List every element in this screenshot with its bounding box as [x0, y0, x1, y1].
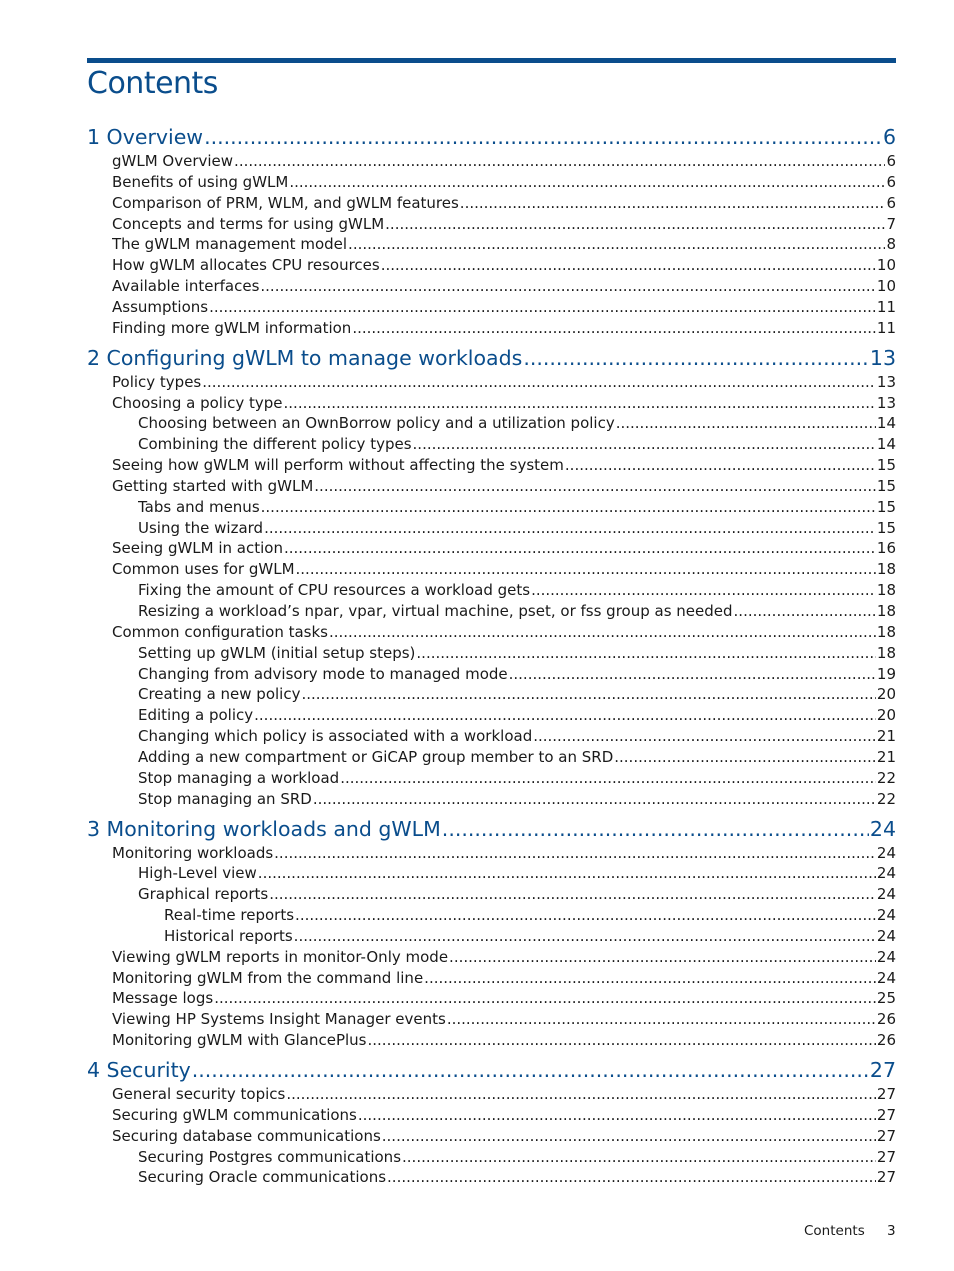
- footer-page-number: 3: [887, 1223, 896, 1239]
- toc-page-number: 13: [876, 372, 896, 391]
- toc-dot-leader: [523, 345, 869, 371]
- toc-dot-leader: [192, 1057, 869, 1083]
- toc-entry[interactable]: [138, 747, 896, 767]
- toc-entry-title: Graphical reports: [138, 885, 269, 904]
- toc-entry[interactable]: [138, 884, 896, 904]
- toc-entry-title: Securing gWLM communications: [112, 1105, 357, 1124]
- toc-entry-title: Comparison of PRM, WLM, and gWLM features: [112, 193, 459, 212]
- toc-chapter-entry[interactable]: [87, 1057, 896, 1083]
- toc-dot-leader: [340, 768, 876, 788]
- toc-entry[interactable]: [138, 580, 896, 600]
- toc-entry-title: Using the wizard: [138, 518, 264, 537]
- toc-entry-title: Combining the different policy types: [138, 435, 412, 454]
- toc-page-number: 24: [869, 816, 896, 841]
- toc-page-number: 24: [876, 864, 896, 883]
- toc-dot-leader: [616, 413, 876, 433]
- toc-entry-title: Real-time reports: [164, 906, 295, 925]
- toc-dot-leader: [204, 124, 882, 150]
- toc-entry[interactable]: [138, 497, 896, 517]
- toc-entry-title: 4 Security: [87, 1058, 191, 1082]
- toc-entry-title: Assumptions: [112, 297, 209, 316]
- toc-entry-title: Concepts and terms for using gWLM: [112, 214, 385, 233]
- toc-dot-leader: [614, 747, 876, 767]
- toc-entry[interactable]: [112, 559, 896, 579]
- toc-dot-leader: [234, 151, 885, 171]
- toc-entry-title: 2 Configuring gWLM to manage workloads: [87, 345, 523, 370]
- toc-dot-leader: [295, 905, 876, 925]
- toc-dot-leader: [358, 1105, 876, 1125]
- toc-entry-title: Adding a new compartment or GiCAP group member to an SRD: [138, 747, 614, 766]
- toc-page-number: 15: [876, 497, 896, 516]
- toc-dot-leader: [294, 926, 876, 946]
- toc-page-number: 24: [876, 926, 896, 945]
- toc-chapter-entry[interactable]: [87, 816, 896, 842]
- toc-dot-leader: [387, 1167, 876, 1187]
- toc-dot-leader: [460, 193, 886, 213]
- toc-page-number: 19: [876, 664, 896, 683]
- toc-page-number: 27: [876, 1168, 896, 1187]
- toc-dot-leader: [565, 455, 876, 475]
- toc-entry-title: General security topics: [112, 1085, 286, 1103]
- toc-entry-title: Historical reports: [164, 926, 293, 945]
- toc-entry[interactable]: [138, 705, 896, 725]
- toc-entry[interactable]: [138, 726, 896, 746]
- toc-entry[interactable]: [138, 434, 896, 454]
- toc-dot-leader: [284, 538, 876, 558]
- toc-entry[interactable]: [138, 684, 896, 704]
- toc-entry-title: Stop managing an SRD: [138, 789, 312, 808]
- toc-entry-title: gWLM Overview: [112, 152, 234, 170]
- toc-page-number: 6: [882, 125, 896, 149]
- toc-dot-leader: [381, 255, 876, 275]
- toc-page-number: 24: [876, 906, 896, 925]
- toc-page-number: 21: [876, 727, 896, 746]
- toc-entry[interactable]: [112, 318, 896, 338]
- toc-entry-title: Viewing HP Systems Insight Manager events: [112, 1010, 446, 1029]
- toc-page-number: 7: [886, 214, 896, 233]
- toc-entry[interactable]: [112, 1009, 896, 1029]
- toc-dot-leader: [424, 968, 876, 988]
- toc-dot-leader: [314, 476, 876, 496]
- toc-page-number: 26: [876, 1031, 896, 1050]
- toc-entry-title: Benefits of using gWLM: [112, 172, 289, 191]
- toc-dot-leader: [329, 622, 876, 642]
- toc-entry[interactable]: [112, 476, 896, 496]
- toc-page-number: 15: [876, 518, 896, 537]
- toc-page-number: 10: [876, 277, 896, 296]
- toc-page-number: 20: [876, 706, 896, 725]
- toc-entry[interactable]: [112, 393, 896, 413]
- toc-entry-title: Fixing the amount of CPU resources a workload gets: [138, 581, 531, 600]
- toc-entry[interactable]: [112, 297, 896, 317]
- toc-page-number: 11: [876, 297, 896, 316]
- toc-dot-leader: [258, 863, 876, 883]
- toc-entry-title: Message logs: [112, 989, 214, 1008]
- toc-entry[interactable]: [164, 926, 896, 946]
- toc-entry-title: Viewing gWLM reports in monitor-Only mode: [112, 947, 449, 966]
- toc-entry-title: High-Level view: [138, 864, 257, 883]
- toc-entry[interactable]: [138, 518, 896, 538]
- toc-dot-leader: [442, 816, 869, 842]
- toc-page-number: 10: [876, 256, 896, 275]
- toc-page-number: 22: [876, 768, 896, 787]
- toc-entry[interactable]: [138, 413, 896, 433]
- toc-entry[interactable]: [112, 988, 896, 1008]
- toc-dot-leader: [382, 1126, 876, 1146]
- toc-entry[interactable]: [138, 789, 896, 809]
- toc-dot-leader: [289, 172, 885, 192]
- toc-page-number: 18: [876, 602, 896, 620]
- toc-dot-leader: [509, 664, 876, 684]
- toc-chapter-entry[interactable]: [87, 345, 896, 371]
- toc-dot-leader: [313, 789, 876, 809]
- toc-entry[interactable]: [138, 643, 896, 663]
- footer-label: Contents: [804, 1223, 865, 1239]
- toc-entry[interactable]: [112, 214, 896, 234]
- toc-entry-title: 1 Overview: [87, 125, 204, 149]
- toc-dot-leader: [284, 393, 876, 413]
- toc-entry-title: Editing a policy: [138, 706, 254, 725]
- toc-entry[interactable]: [112, 538, 896, 558]
- toc-entry[interactable]: [112, 455, 896, 475]
- toc-entry-title: Securing database communications: [112, 1126, 381, 1145]
- toc-entry-title: Finding more gWLM information: [112, 318, 352, 337]
- toc-page-number: 6: [886, 172, 896, 191]
- toc-page-number: 24: [876, 885, 896, 904]
- toc-entry[interactable]: [112, 947, 896, 967]
- toc-page-number: 18: [876, 581, 896, 600]
- toc-dot-leader: [260, 276, 876, 296]
- toc-entry[interactable]: [112, 193, 896, 213]
- toc-entry-title: Available interfaces: [112, 277, 260, 296]
- toc-page-number: 27: [876, 1147, 896, 1166]
- toc-page-number: 8: [886, 235, 896, 254]
- toc-dot-leader: [447, 1009, 876, 1029]
- toc-entry-title: Monitoring gWLM from the command line: [112, 968, 424, 987]
- toc-page-number: 11: [876, 318, 896, 337]
- toc-dot-leader: [348, 234, 885, 254]
- toc-entry[interactable]: [138, 768, 896, 788]
- toc-page-number: 13: [869, 345, 896, 370]
- toc-entry-title: Common configuration tasks: [112, 622, 328, 641]
- toc-dot-leader: [214, 988, 876, 1008]
- toc-chapter-entry[interactable]: [87, 124, 896, 150]
- toc-dot-leader: [269, 884, 876, 904]
- toc-page-number: 15: [876, 456, 896, 475]
- toc-page-number: 15: [876, 476, 896, 495]
- toc-entry-title: Choosing a policy type: [112, 393, 283, 412]
- toc-entry[interactable]: [112, 172, 896, 192]
- toc-entry[interactable]: [112, 968, 896, 988]
- toc-entry-title: Securing Postgres communications: [138, 1147, 402, 1166]
- toc-entry-title: Securing Oracle communications: [138, 1168, 387, 1187]
- toc-page-number: 16: [876, 539, 896, 558]
- toc-entry-title: Creating a new policy: [138, 685, 301, 704]
- toc-dot-leader: [274, 843, 876, 863]
- toc-page-number: 24: [876, 843, 896, 862]
- toc-entry-title: 3 Monitoring workloads and gWLM: [87, 816, 441, 841]
- toc-dot-leader: [264, 518, 876, 538]
- toc-entry-title: Tabs and menus: [138, 497, 260, 516]
- toc-entry[interactable]: [138, 1147, 896, 1167]
- toc-entry[interactable]: [112, 234, 896, 254]
- toc-entry-title: Getting started with gWLM: [112, 476, 314, 495]
- toc-entry-title: Changing from advisory mode to managed mode: [138, 664, 508, 683]
- toc-dot-leader: [416, 643, 876, 663]
- toc-dot-leader: [368, 1030, 876, 1050]
- toc-entry[interactable]: [112, 622, 896, 642]
- toc-page-number: 13: [876, 393, 896, 412]
- toc-dot-leader: [286, 1084, 876, 1104]
- toc-dot-leader: [734, 601, 876, 621]
- toc-entry[interactable]: [138, 1167, 896, 1187]
- toc-entry-title: Seeing how gWLM will perform without affecting the system: [112, 456, 564, 475]
- toc-dot-leader: [413, 434, 876, 454]
- toc-entry-title: Stop managing a workload: [138, 768, 340, 787]
- toc-page-number: 18: [876, 622, 896, 641]
- toc-entry-title: How gWLM allocates CPU resources: [112, 256, 380, 275]
- toc-page-number: 14: [876, 435, 896, 454]
- toc-entry-title: Resizing a workload’s npar, vpar, virtual machine, pset, or fss group as needed: [138, 602, 733, 620]
- toc-dot-leader: [352, 318, 876, 338]
- toc-dot-leader: [402, 1147, 876, 1167]
- toc-entry-title: Policy types: [112, 372, 202, 391]
- toc-page-number: 21: [876, 747, 896, 766]
- toc-entry[interactable]: [112, 276, 896, 296]
- toc-page-number: 24: [876, 947, 896, 966]
- toc-page-number: 22: [876, 789, 896, 808]
- toc-entry[interactable]: [112, 372, 896, 392]
- toc-page-number: 27: [876, 1105, 896, 1124]
- toc-dot-leader: [531, 580, 876, 600]
- toc-page-number: 14: [876, 414, 896, 433]
- toc-entry[interactable]: [164, 905, 896, 925]
- toc-page-number: 24: [876, 968, 896, 987]
- toc-dot-leader: [533, 726, 876, 746]
- toc-dot-leader: [296, 559, 876, 579]
- toc-entry[interactable]: [112, 255, 896, 275]
- toc-entry[interactable]: [138, 863, 896, 883]
- toc-entry[interactable]: [112, 1030, 896, 1050]
- toc-entry-title: Monitoring gWLM with GlancePlus: [112, 1031, 367, 1050]
- toc-page-number: 27: [876, 1085, 896, 1103]
- toc-entry[interactable]: [138, 601, 896, 621]
- toc-entry[interactable]: [138, 664, 896, 684]
- toc-dot-leader: [449, 947, 876, 967]
- toc-entry[interactable]: [112, 1084, 896, 1104]
- toc-page-number: 25: [876, 989, 896, 1008]
- toc-page-number: 26: [876, 1010, 896, 1029]
- toc-dot-leader: [261, 497, 876, 517]
- page-title: Contents: [87, 66, 218, 101]
- toc-entry-title: Setting up gWLM (initial setup steps): [138, 643, 416, 662]
- toc-entry[interactable]: [112, 1105, 896, 1125]
- toc-dot-leader: [209, 297, 876, 317]
- toc-page-number: 27: [869, 1058, 896, 1082]
- toc-page-number: 18: [876, 560, 896, 579]
- toc-dot-leader: [254, 705, 876, 725]
- toc-entry-title: Common uses for gWLM: [112, 560, 295, 579]
- toc-entry-title: Monitoring workloads: [112, 843, 274, 862]
- toc-entry-title: The gWLM management model: [112, 235, 348, 254]
- toc-entry[interactable]: [112, 1126, 896, 1146]
- toc-page-number: 18: [876, 643, 896, 662]
- toc-page-number: 20: [876, 685, 896, 704]
- toc-dot-leader: [202, 372, 876, 392]
- toc-entry[interactable]: [112, 151, 896, 171]
- toc-entry[interactable]: [112, 843, 896, 863]
- toc-page-number: 27: [876, 1126, 896, 1145]
- toc-entry-title: Seeing gWLM in action: [112, 539, 283, 558]
- toc-page-number: 6: [886, 193, 896, 212]
- toc-entry-title: Changing which policy is associated with a workload: [138, 727, 533, 746]
- toc-page-number: 6: [886, 152, 896, 170]
- toc-dot-leader: [301, 684, 875, 704]
- toc-entry-title: Choosing between an OwnBorrow policy and a utilization policy: [138, 414, 615, 433]
- toc-dot-leader: [385, 214, 885, 234]
